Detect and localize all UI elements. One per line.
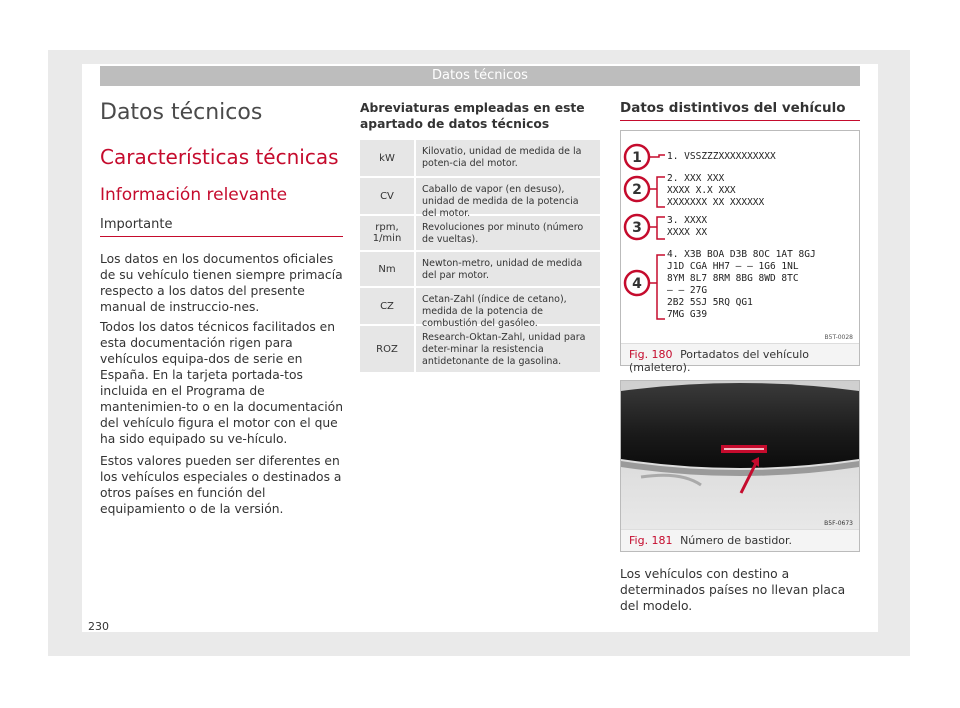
table-row (360, 140, 600, 178)
paragraph: Los datos en los documentos oficiales de su vehículo tienen siempre primacía respecto a los datos del presente manual de instruccio-nes. (100, 252, 343, 314)
abbr-key: CZ (360, 288, 416, 324)
plate-line: XXXX X.X XXX (667, 185, 736, 196)
column-right (620, 100, 860, 614)
abbr-value: Cetan-Zahl (índice de cetano), medida de la potencia de combustión del gasóleo. (422, 294, 567, 329)
section-title: Características técnicas (100, 145, 339, 169)
paragraph: Estos valores pueden ser diferentes en los vehículos especiales o destinados a otros países en función del equipamiento o de la versión. (100, 454, 342, 516)
column-middle (360, 100, 600, 374)
abbr-key: Nm (360, 252, 416, 286)
paragraph: Los vehículos con destino a determinados países no llevan placa del modelo. (620, 567, 846, 613)
plate-line: 2. XXX XXX (667, 173, 725, 184)
plate-line: J1D CGA HH7 – – 1G6 1NL (667, 261, 799, 272)
figure-number: Fig. 181 (629, 534, 673, 547)
figure-code: B5T-0028 (824, 334, 853, 341)
windscreen-illustration (621, 381, 859, 529)
callout-4: 4 (632, 276, 642, 292)
abbr-key: rpm, 1/min (360, 216, 416, 250)
chapter-title: Datos técnicos (100, 100, 263, 125)
callout-1: 1 (632, 150, 642, 166)
table-row (360, 288, 600, 329)
caption-text: Número de bastidor. (680, 534, 793, 547)
figure-vin (620, 380, 860, 552)
plate-line: 8YM 8L7 8RM 8BG 8WD 8TC (667, 273, 799, 284)
plate-line: 3. XXXX (667, 215, 708, 226)
running-header: Datos técnicos (100, 66, 860, 86)
callout-2: 2 (632, 182, 642, 198)
plate-line: XXXX XX (667, 227, 708, 238)
data-plate-image (621, 131, 859, 343)
abbr-key: CV (360, 178, 416, 214)
section-title: Datos distintivos del vehículo (620, 100, 860, 121)
page-number: 230 (88, 620, 109, 633)
abbr-value: Research-Oktan-Zahl, unidad para deter-minar la resistencia antidetonante de la gasolina. (422, 332, 586, 367)
column-left (100, 100, 343, 517)
abbreviations-title: Abreviaturas empleadas en este apartado de datos técnicos (360, 101, 585, 131)
plate-line: XXXXXXX XX XXXXXX (667, 197, 765, 208)
paragraph: Todos los datos técnicos facilitados en esta documentación rigen para vehículos equipa-dos de serie en España. En la tarjeta portada-tos incluida en el Programa de mantenimien-to o en la documentación del vehículo figura el motor con el que ha sido equipado su ve-hículo. (100, 320, 343, 446)
plate-line: – – 27G (667, 285, 708, 296)
abbr-value: Caballo de vapor (en desuso), unidad de medida de la potencia del motor. (422, 184, 579, 219)
abbr-value: Kilovatio, unidad de medida de la poten-cia del motor. (422, 146, 582, 169)
plate-line: 1. VSSZZZXXXXXXXXXX (667, 151, 776, 162)
abbr-key: kW (360, 140, 416, 176)
abbr-key: ROZ (360, 326, 416, 372)
figure-caption (621, 343, 859, 374)
subsection-title: Información relevante (100, 185, 288, 205)
figure-caption (621, 529, 859, 551)
data-plate-illustration (621, 131, 859, 343)
abbr-value: Newton-metro, unidad de medida del par motor. (422, 258, 583, 281)
table-row (360, 216, 600, 252)
callout-3: 3 (632, 220, 642, 236)
plate-line: 2B2 5SJ 5RQ QG1 (667, 297, 753, 308)
table-row (360, 252, 600, 288)
caption-text: Portadatos del vehículo (maletero). (629, 348, 810, 374)
vin-photo (621, 381, 859, 529)
figure-number: Fig. 180 (629, 348, 673, 361)
abbr-value: Revoluciones por minuto (número de vueltas). (422, 222, 584, 245)
topic-heading: Importante (100, 217, 343, 237)
figure-data-plate (620, 130, 860, 374)
plate-line: 7MG G39 (667, 309, 708, 320)
plate-line: 4. X3B BOA D3B 8OC 1AT 8GJ (667, 249, 816, 260)
figure-code: B5F-0673 (824, 520, 853, 527)
abbreviations-table (360, 140, 600, 374)
table-row (360, 178, 600, 219)
table-row (360, 326, 600, 374)
